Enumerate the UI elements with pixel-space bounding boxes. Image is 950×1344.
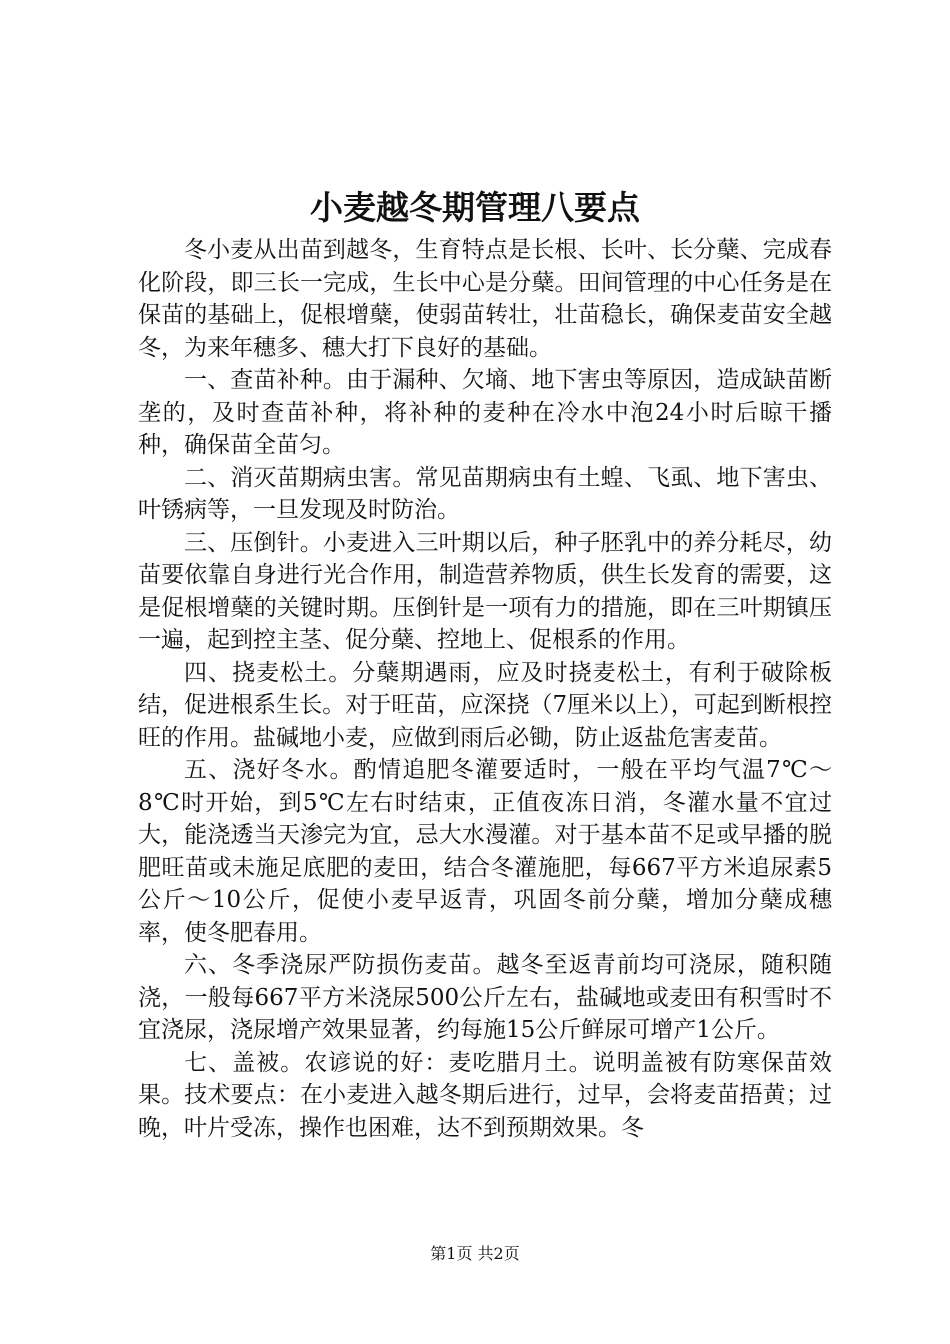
- paragraph-point-5: 五、浇好冬水。酌情追肥冬灌要适时，一般在平均气温7℃～8℃时开始，到5℃左右时结束，正值夜冻日消，冬灌水量不宜过大，能浇透当天渗完为宜，忌大水漫灌。对于基本苗不足或早播的脱肥旺苗或未施足底肥的麦田，结合冬灌施肥，每667平方米追尿素5公斤～10公斤，促使小麦早返青，巩固冬前分蘖，增加分蘖成穗率，使冬肥春用。: [138, 757, 832, 946]
- paragraph-point-7: 七、盖被。农谚说的好：麦吃腊月土。说明盖被有防寒保苗效果。技术要点：在小麦进入越冬期后进行，过早，会将麦苗捂黄；过晚，叶片受冻，操作也困难，达不到预期效果。冬: [138, 1049, 832, 1141]
- page-footer: 第1页 共2页: [430, 1244, 520, 1263]
- document-body: [138, 234, 832, 1144]
- document-title: 小麦越冬期管理八要点: [310, 188, 640, 227]
- paragraph-point-2: 二、消灭苗期病虫害。常见苗期病虫有土蝗、飞虱、地下害虫、叶锈病等，一旦发现及时防治。: [138, 464, 832, 523]
- paragraph-intro: 冬小麦从出苗到越冬，生育特点是长根、长叶、长分蘖、完成春化阶段，即三长一完成，生长中心是分蘖。田间管理的中心任务是在保苗的基础上，促根增蘖，使弱苗转壮，壮苗稳长，确保麦苗安全越冬，为来年穗多、穗大打下良好的基础。: [138, 237, 832, 361]
- paragraph-point-4: 四、挠麦松土。分蘖期遇雨，应及时挠麦松土，有利于破除板结，促进根系生长。对于旺苗，应深挠（7厘米以上），可起到断根控旺的作用。盐碱地小麦，应做到雨后必锄，防止返盐危害麦苗。: [138, 659, 832, 751]
- paragraph-point-6: 六、冬季浇尿严防损伤麦苗。越冬至返青前均可浇尿，随积随浇，一般每667平方米浇尿500公斤左右，盐碱地或麦田有积雪时不宜浇尿，浇尿增产效果显著，约每施15公斤鲜尿可增产1公斤。: [138, 952, 832, 1043]
- paragraph-point-1: 一、查苗补种。由于漏种、欠墒、地下害虫等原因，造成缺苗断垄的，及时查苗补种，将补种的麦种在冷水中泡24小时后晾干播种，确保苗全苗匀。: [138, 367, 832, 458]
- paragraph-point-3: 三、压倒针。小麦进入三叶期以后，种子胚乳中的养分耗尽，幼苗要依靠自身进行光合作用，制造营养物质，供生长发育的需要，这是促根增蘖的关键时期。压倒针是一项有力的措施，即在三叶期镇压一遍，起到控主茎、促分蘖、控地上、促根系的作用。: [138, 529, 832, 653]
